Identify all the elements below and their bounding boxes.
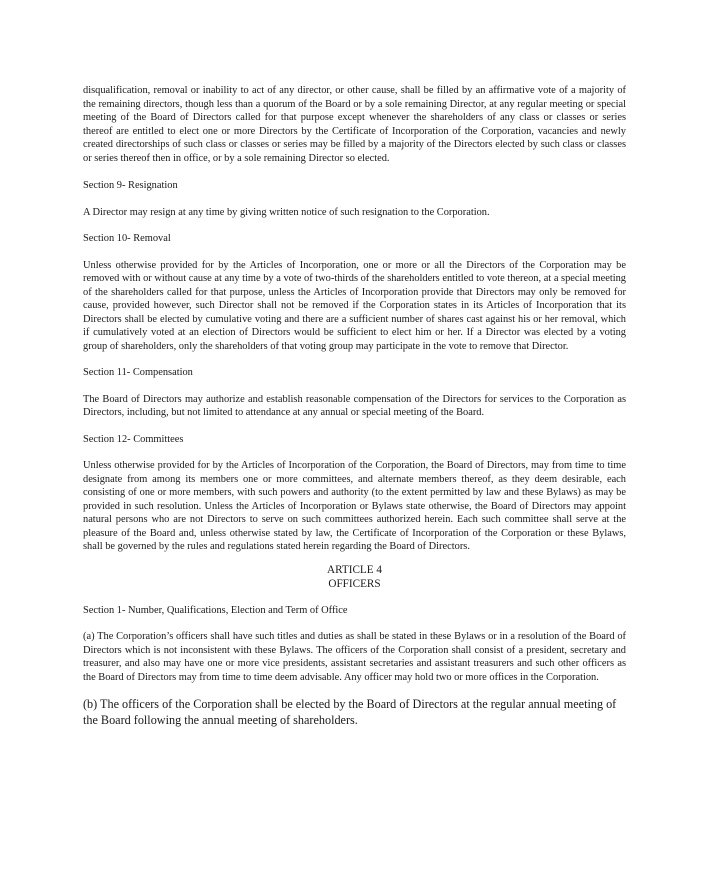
- section-12-text: Unless otherwise provided for by the Articles of Incorporation of the Corporation, the Board of Directors, may from time to time designate from among its members one or more committees, and alternate members thereof, as they deem desirable, each consisting of one or more members, with such powers and authority (to the extent permitted by law and these Bylaws) as may be provided in such resolution. Unless the Articles of Incorporation or Bylaws state otherwise, the Board of Directors may appoint natural persons who are not Directors to serve on such committees authorized herein. Each such committee shall serve at the pleasure of the Board and, unless otherwise stated by law, the Certificate of Incorporation of the Corporation or these Bylaws, shall be governed by the rules and regulations stated herein regarding the Board of Directors.: [83, 460, 626, 552]
- article-4-section-1-paragraph-a: (a) The Corporation’s officers shall have such titles and duties as shall be stated in these Bylaws or in a resolution of the Board of Directors which is not inconsistent with these Bylaws. The officers of the Corporation shall consist of a president, secretary and treasurer, and also may have one or more vice presidents, assistant secretaries and assistant treasurers and such other officers as the Board of Directors may from time to time deem advisable. Any officer may hold two or more offices in the Corporation.: [83, 631, 626, 683]
- article-number: ARTICLE 4: [327, 563, 382, 576]
- section-9-text: A Director may resign at any time by giving written notice of such resignation to the Corporation.: [83, 206, 490, 218]
- section-10-heading: Section 10- Removal: [83, 233, 171, 244]
- document-page: [83, 84, 626, 728]
- section-10-text: Unless otherwise provided for by the Articles of Incorporation, one or more or all the Directors of the Corporation may be removed with or without cause at any time by a vote of two-thirds of the shareholders entitled to vote thereon, at a special meeting of the shareholders called for that purpose, unless the Articles of Incorporation provide that Directors may only be removed for cause, provided however, such Director shall not be removed if the Corporation states in its Articles of Incorporation that its Directors shall be elected by cumulative voting and there are a sufficient number of shares cast against his or her removal, which if cumulatively voted at an election of Directors would be sufficient to elect him or her. If a Director was elected by a voting group of shareholders, only the shareholders of that voting group may participate in the vote to remove that Director.: [83, 259, 626, 352]
- section-9-heading: Section 9- Resignation: [83, 180, 178, 191]
- section-11-heading: Section 11- Compensation: [83, 367, 193, 378]
- intro-paragraph: disqualification, removal or inability to act of any director, or other cause, shall be filled by an affirmative vote of a majority of the remaining directors, though less than a quorum of the Board or by a sole remaining Director, at any regular meeting or special meeting of the Board of Directors called for that purpose except whenever the shareholders of any class or classes or series thereof are entitled to elect one or more Directors by the Certificate of Incorporation of the Corporation, vacancies and newly created directorships of such class or classes or series may be filled by a majority of the Directors elected by such class or classes or series thereof then in office, or by a sole remaining Director so elected.: [83, 85, 626, 164]
- article-4-section-1-paragraph-b: (b) The officers of the Corporation shall be elected by the Board of Directors at the regular annual meeting of the Board following the annual meeting of shareholders.: [83, 697, 617, 727]
- article-4-section-1-heading: Section 1- Number, Qualifications, Election and Term of Office: [83, 604, 348, 616]
- section-12-heading: Section 12- Committees: [83, 433, 184, 445]
- article-heading: [83, 563, 626, 591]
- section-11-text: The Board of Directors may authorize and establish reasonable compensation of the Directors for services to the Corporation as Directors, including, but not limited to attendance at any annual or special meeting of the Board.: [83, 393, 626, 418]
- article-title: OFFICERS: [328, 577, 381, 590]
